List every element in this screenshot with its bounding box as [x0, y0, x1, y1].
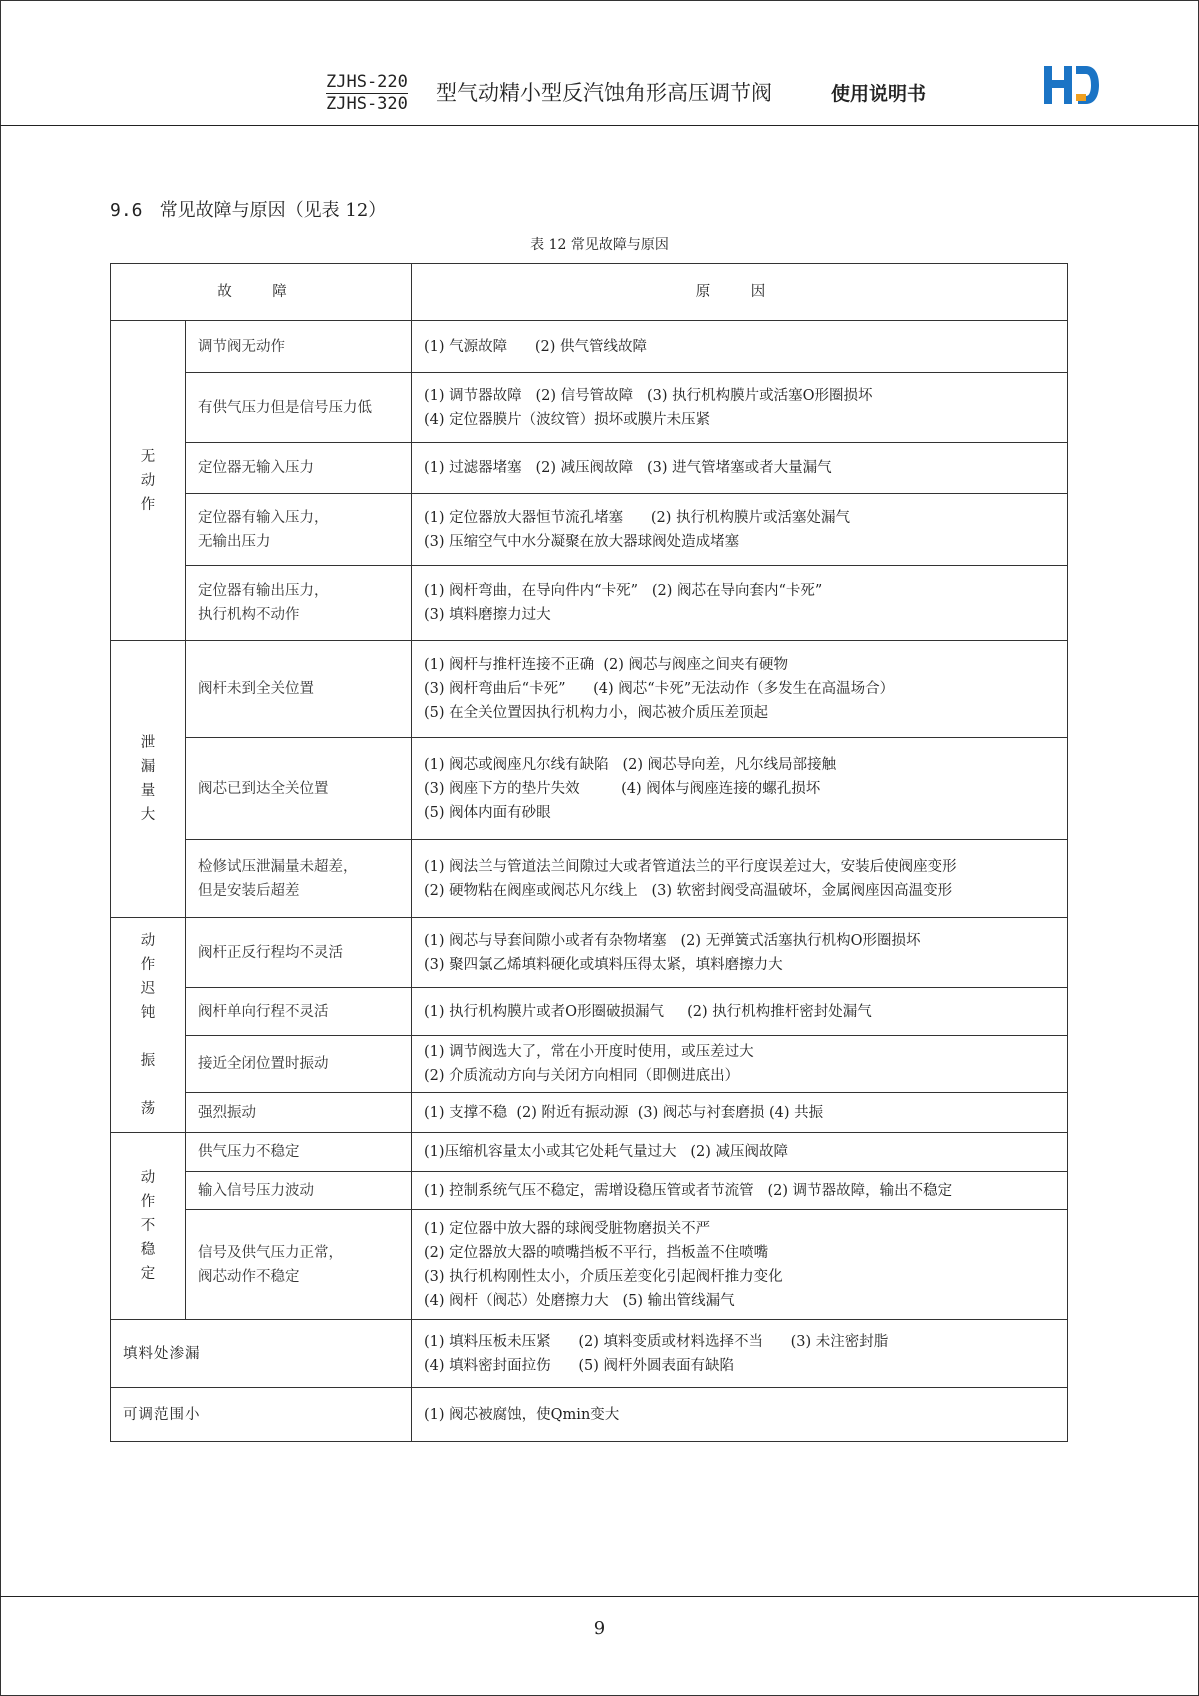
manual-label: 使用说明书	[831, 83, 927, 105]
fault-group-label: 无 动 作	[111, 321, 186, 641]
fault-group-label: 泄 漏 量 大	[111, 641, 186, 918]
table-row	[111, 321, 1068, 373]
cause-cell	[412, 443, 1068, 494]
cause-cell	[412, 641, 1068, 738]
column-header-cause: 原 因	[412, 264, 1068, 321]
cause-cell	[412, 1036, 1068, 1093]
fault-cell: 供气压力不稳定	[186, 1133, 412, 1172]
table-caption: 表 12 常见故障与原因	[530, 237, 669, 253]
cause-cell	[412, 918, 1068, 988]
cause-line: (1) 执行机构膜片或者O形圈破损漏气 (2) 执行机构推杆密封处漏气	[424, 1003, 872, 1020]
cause-line: (1) 定位器中放大器的球阀受脏物磨损关不严	[424, 1220, 711, 1237]
cause-line: (4) 阀杆（阀芯）处磨擦力大 (5) 输出管线漏气	[424, 1292, 735, 1309]
table-row	[111, 1210, 1068, 1320]
cause-line: (1) 阀芯与导套间隙小或者有杂物堵塞 (2) 无弹簧式活塞执行机构O形圈损坏	[424, 932, 921, 949]
fault-cell: 可调范围小	[111, 1388, 412, 1442]
cause-line: (4) 填料密封面拉伤 (5) 阀杆外圆表面有缺陷	[424, 1357, 734, 1374]
document-title: 型气动精小型反汽蚀角形高压调节阀	[436, 81, 772, 105]
cause-line: (1) 阀杆与推杆连接不正确 (2) 阀芯与阀座之间夹有硬物	[424, 657, 789, 673]
table-row	[111, 641, 1068, 738]
table-row	[111, 1388, 1068, 1442]
cause-cell	[412, 566, 1068, 641]
cause-line: (1) 气源故障 (2) 供气管线故障	[424, 338, 647, 355]
cause-cell	[412, 840, 1068, 918]
cause-line: (1) 定位器放大器恒节流孔堵塞 (2) 执行机构膜片或活塞处漏气	[424, 509, 850, 526]
cause-line: (3) 执行机构刚性太小，介质压差变化引起阀杆推力变化	[424, 1268, 783, 1285]
section-title: 常见故障与原因（见表 12）	[159, 200, 387, 221]
cause-cell	[412, 1320, 1068, 1388]
table-row	[111, 1093, 1068, 1133]
cause-line: (4) 定位器膜片（波纹管）损坏或膜片未压紧	[424, 411, 711, 428]
cause-line: (2) 硬物粘在阀座或阀芯凡尔线上 (3) 软密封阀受高温破坏，金属阀座因高温变形	[424, 882, 953, 899]
cause-line: (1)压缩机容量太小或其它处耗气量过大 (2) 减压阀故障	[424, 1144, 789, 1160]
table-row	[111, 918, 1068, 988]
cause-line: (3) 填料磨擦力过大	[424, 607, 551, 623]
cause-cell	[412, 1172, 1068, 1210]
cause-line: (1) 阀法兰与管道法兰间隙过大或者管道法兰的平行度误差过大，安装后使阀座变形	[424, 858, 957, 875]
cause-line: (1) 过滤器堵塞 (2) 减压阀故障 (3) 进气管堵塞或者大量漏气	[424, 460, 832, 476]
cause-line: (1) 控制系统气压不稳定，需增设稳压管或者节流管 (2) 调节器故障，输出不稳定	[424, 1182, 953, 1199]
fault-cell: 强烈振动	[186, 1093, 412, 1133]
header-divider	[0, 125, 1199, 126]
cause-line: (5) 在全关位置因执行机构力小，阀芯被介质压差顶起	[424, 705, 769, 721]
fault-group-label: 动 作 迟 钝 振 荡	[111, 918, 186, 1133]
page-number: 9	[593, 1618, 606, 1639]
cause-line: (1) 阀芯或阀座凡尔线有缺陷 (2) 阀芯导向差，凡尔线局部接触	[424, 756, 837, 773]
cause-line: (1) 调节阀选大了，常在小开度时使用，或压差过大	[424, 1044, 754, 1060]
table-row	[111, 1133, 1068, 1172]
section-number: 9.6	[110, 200, 143, 221]
cause-line: (1) 阀杆弯曲，在导向件内“卡死” (2) 阀芯在导向套内“卡死”	[424, 583, 823, 599]
fault-cell: 定位器有输出压力， 执行机构不动作	[186, 566, 412, 641]
table-row	[111, 373, 1068, 443]
table-row	[111, 566, 1068, 641]
fault-table-body	[111, 264, 1068, 1442]
table-row	[111, 494, 1068, 566]
table-row	[111, 1036, 1068, 1093]
fault-cell: 定位器有输入压力， 无输出压力	[186, 494, 412, 566]
cause-line: (1) 填料压板未压紧 (2) 填料变质或材料选择不当 (3) 未注密封脂	[424, 1333, 889, 1350]
fault-cell: 信号及供气压力正常， 阀芯动作不稳定	[186, 1210, 412, 1320]
fault-cell: 阀杆单向行程不灵活	[186, 988, 412, 1036]
table-row	[111, 443, 1068, 494]
table-header-row	[111, 264, 1068, 321]
table-row	[111, 1320, 1068, 1388]
model-top: ZJHS-220	[326, 72, 408, 92]
cause-cell	[412, 373, 1068, 443]
cause-cell	[412, 988, 1068, 1036]
cause-line: (2) 定位器放大器的喷嘴挡板不平行，挡板盖不住喷嘴	[424, 1244, 769, 1261]
footer-divider	[0, 1596, 1199, 1597]
fault-cell: 调节阀无动作	[186, 321, 412, 373]
cause-cell	[412, 321, 1068, 373]
cause-cell	[412, 494, 1068, 566]
cause-line: (5) 阀体内面有砂眼	[424, 804, 551, 821]
cause-line: (2) 介质流动方向与关闭方向相同（即侧进底出）	[424, 1068, 740, 1084]
cause-cell	[412, 1133, 1068, 1172]
cause-line: (1) 调节器故障 (2) 信号管故障 (3) 执行机构膜片或活塞O形圈损坏	[424, 387, 873, 404]
fault-cell: 填料处渗漏	[111, 1320, 412, 1388]
column-header-fault: 故 障	[111, 264, 412, 321]
cause-line: (3) 阀杆弯曲后“卡死” (4) 阀芯“卡死”无法动作（多发生在高温场合）	[424, 681, 895, 697]
cause-line: (1) 阀芯被腐蚀，使Qmin变大	[424, 1406, 620, 1423]
table-row	[111, 738, 1068, 840]
fault-table	[110, 263, 1068, 1442]
cause-line: (3) 聚四氯乙烯填料硬化或填料压得太紧，填料磨擦力大	[424, 956, 783, 973]
table-row	[111, 988, 1068, 1036]
fault-group-label: 动 作 不 稳 定	[111, 1133, 186, 1320]
fault-cell: 输入信号压力波动	[186, 1172, 412, 1210]
fault-cell: 阀杆正反行程均不灵活	[186, 918, 412, 988]
cause-cell	[412, 1388, 1068, 1442]
cause-cell	[412, 1210, 1068, 1320]
model-bottom: ZJHS-320	[326, 94, 408, 114]
table-row	[111, 1172, 1068, 1210]
cause-cell	[412, 738, 1068, 840]
fault-cell: 检修试压泄漏量未超差， 但是安装后超差	[186, 840, 412, 918]
section-heading	[110, 196, 386, 222]
fault-cell: 定位器无输入压力	[186, 443, 412, 494]
model-number	[326, 72, 408, 114]
hd-logo-icon	[1042, 64, 1100, 106]
cause-cell	[412, 1093, 1068, 1133]
fault-cell: 有供气压力但是信号压力低	[186, 373, 412, 443]
fault-cell: 接近全闭位置时振动	[186, 1036, 412, 1093]
cause-line: (1) 支撑不稳 (2) 附近有振动源 (3) 阀芯与衬套磨损 (4) 共振	[424, 1104, 824, 1121]
cause-line: (3) 阀座下方的垫片失效 (4) 阀体与阀座连接的螺孔损坏	[424, 780, 821, 797]
fault-cell: 阀芯已到达全关位置	[186, 738, 412, 840]
fault-cell: 阀杆未到全关位置	[186, 641, 412, 738]
cause-line: (3) 压缩空气中水分凝聚在放大器球阀处造成堵塞	[424, 533, 740, 550]
table-row	[111, 840, 1068, 918]
